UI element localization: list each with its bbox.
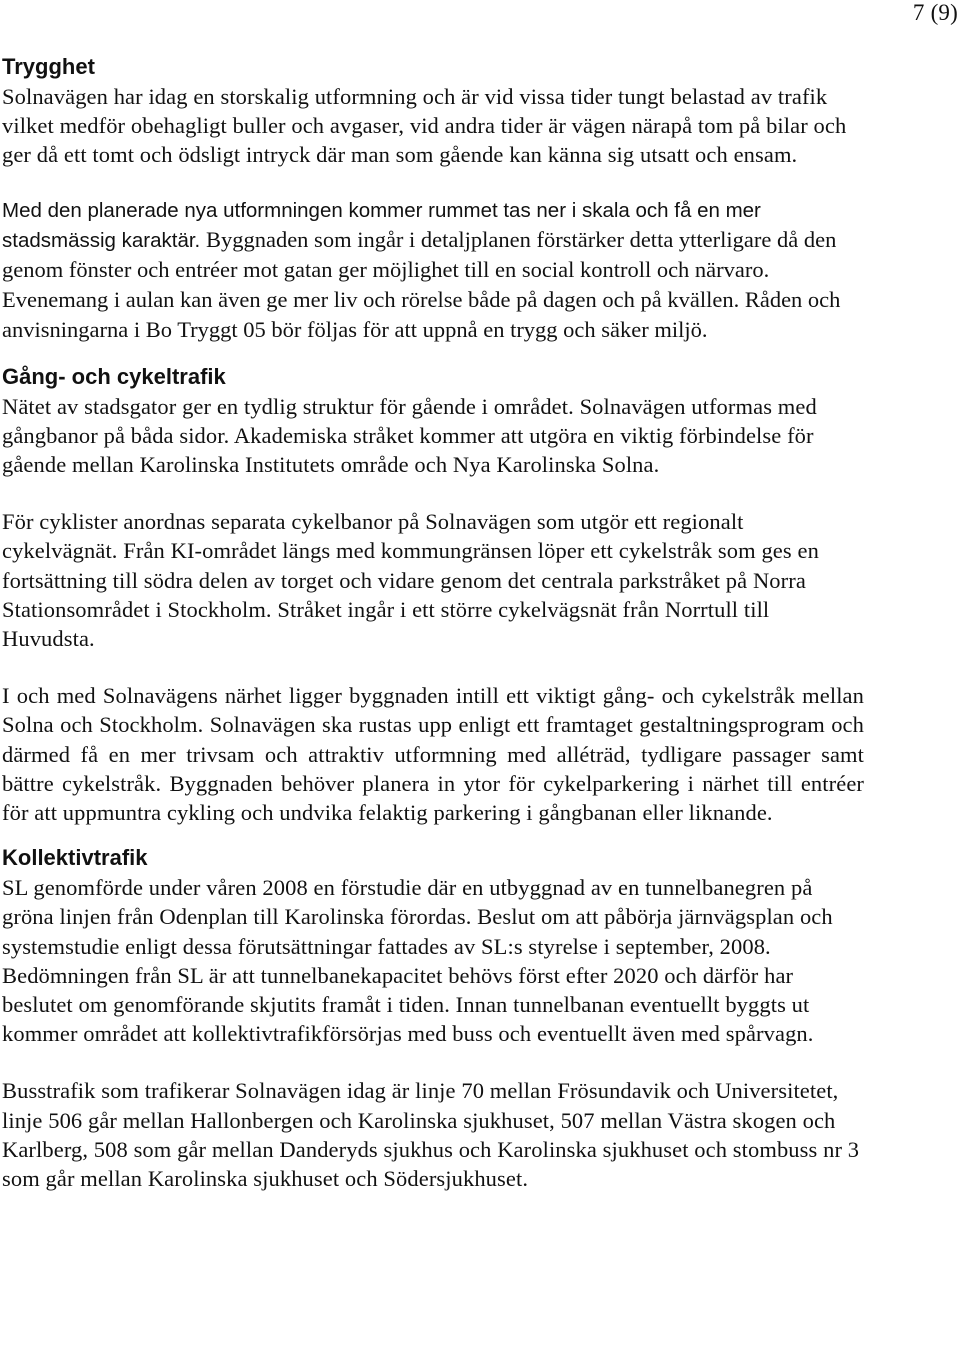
paragraph-segment-serif: Byggnaden som ingår i detaljplanen förstärker detta ytterligare då den genom fönster och entréer mot gatan ger möjlighet till en social kontroll och närvaro. Evenemang i aulan kan även ge mer liv och rörelse både på dagen och på kvällen. Råden och anvisningarna i Bo Tryggt 05 bör följas för att uppnå en trygg och säker miljö.: [2, 226, 841, 343]
paragraph: För cyklister anordnas separata cykelbanor på Solnavägen som utgör ett regionalt cykelvägnät. Från KI-området längs med kommungränsen löper ett cykelstråk som ges en fortsättning till södra delen av torget och vidare genom det centrala parkstråket på Norra Stationsområdet i Stockholm. Stråket ingår i ett större cykelvägsnät från Norrtull till Huvudsta.: [2, 509, 819, 652]
paragraph: I och med Solnavägens närhet ligger byggnaden intill ett viktigt gång- och cykelstråk mellan Solna och Stockholm. Solnavägen ska rustas upp enligt ett framtaget gestaltningsprogram och därmed få en mer trivsam och attraktiv utformning med alléträd, tydligare passager samt bättre cykelstråk. Byggnaden behöver planera in ytor för cykelparkering i närhet till entréer för att uppmuntra cykling och undvika felaktig parkering i gångbanan eller liknande.: [2, 683, 864, 826]
paragraph-segment-sans: Med den planerade nya utformningen kommer rummet tas ner i skala och få en mer stadsmässig karaktär.: [2, 198, 761, 252]
section-gang-och-cykeltrafik: [2, 362, 864, 828]
section-kollektivtrafik: [2, 843, 864, 1193]
paragraph: [2, 196, 864, 346]
section-heading: Gång- och cykeltrafik: [2, 363, 226, 389]
section-heading: Kollektivtrafik: [2, 845, 148, 871]
section-heading: Trygghet: [2, 54, 95, 79]
paragraph: Nätet av stadsgator ger en tydlig struktur för gående i området. Solnavägen utformas med gångbanor på båda sidor. Akademiska stråket kommer att utgöra en viktig förbindelse för gående mellan Karolinska Institutets område och Nya Karolinska Solna.: [2, 393, 817, 478]
page-number: 7 (9): [912, 0, 958, 25]
document-body: [2, 52, 864, 1193]
paragraph: Solnavägen har idag en storskalig utformning och är vid vissa tider tungt belastad av trafik vilket medför obehagligt buller och avgaser, vid andra tider är vägen närapå tom på bilar och ger då ett tomt och ödsligt intryck där man som gående kan känna sig utsatt och ensam.: [2, 84, 847, 168]
paragraph: Busstrafik som trafikerar Solnavägen idag är linje 70 mellan Frösundavik och Universitetet, linje 506 går mellan Hallonbergen och Karolinska sjukhuset, 507 mellan Västra skogen och Karlberg, 508 som går mellan Danderyds sjukhus och Karolinska sjukhuset och stombuss nr 3 som går mellan Karolinska sjukhuset och Södersjukhuset.: [2, 1078, 860, 1192]
section-trygghet: [2, 52, 864, 346]
paragraph: SL genomförde under våren 2008 en förstudie där en utbyggnad av en tunnelbanegren på gröna linjen från Odenplan till Karolinska förordas. Beslut om att påbörja järnvägsplan och systemstudie enligt dessa förutsättningar fattades av SL:s styrelse i september, 2008. Bedömningen från SL är att tunnelbanekapacitet behövs först efter 2020 och därför har beslutet om genomförande skjutits framåt i tiden. Innan tunnelbanan eventuellt byggts ut kommer området att kollektivtrafikförsörjas med buss och eventuellt även med spårvagn.: [2, 875, 833, 1047]
